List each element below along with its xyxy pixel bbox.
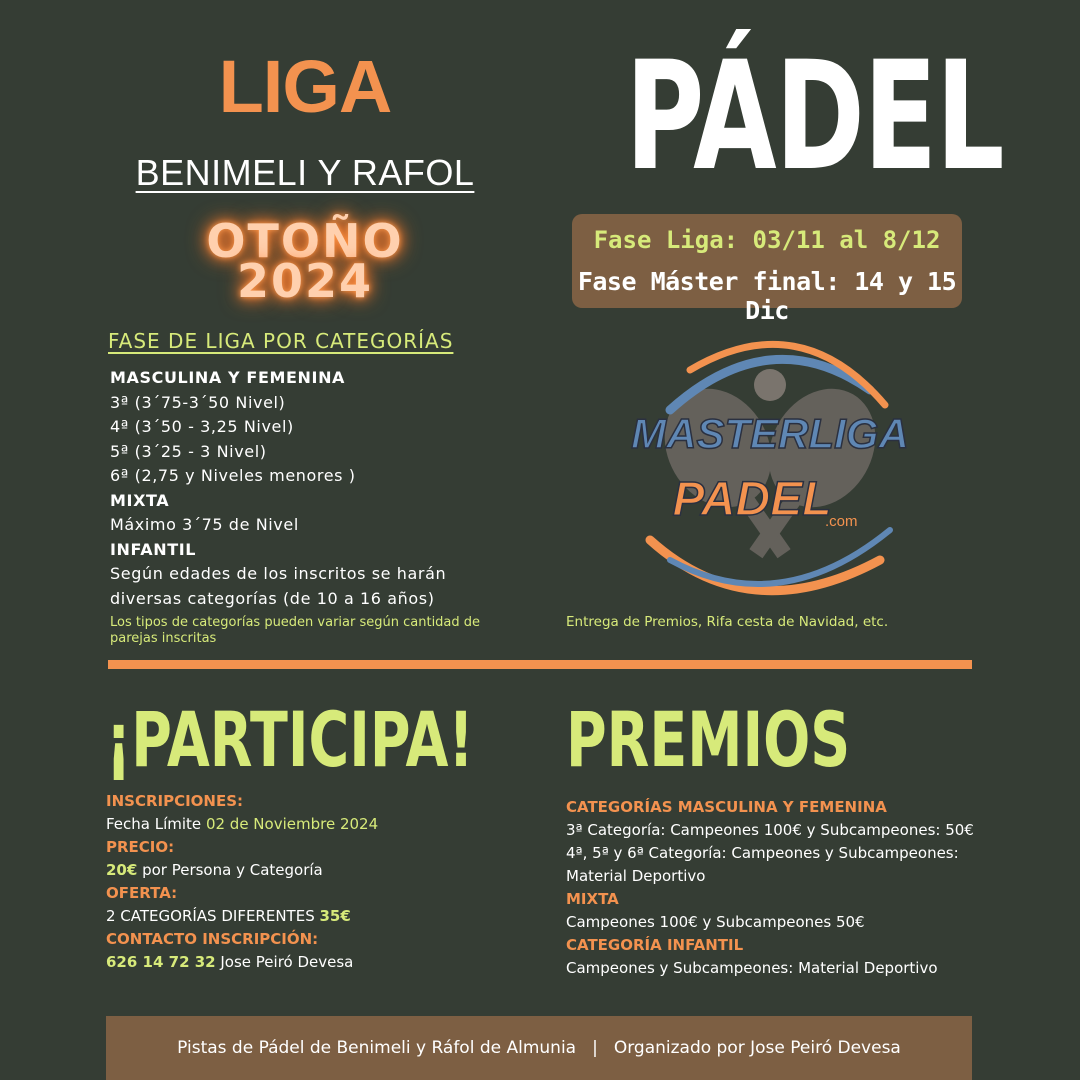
prizes-note: Entrega de Premios, Rifa cesta de Navidad, etc.: [566, 614, 889, 630]
premios-mixta-label: MIXTA: [566, 890, 619, 908]
premios-mf-line: Material Deportivo: [566, 867, 706, 885]
precio-value: 20€: [106, 861, 138, 879]
fecha-text: Fecha Límite: [106, 815, 206, 833]
precio-label: PRECIO:: [106, 838, 175, 856]
category-line: 4ª (3´50 - 3,25 Nivel): [110, 417, 294, 436]
premios-mf-line: 3ª Categoría: Campeones 100€ y Subcampeones: 50€: [566, 821, 974, 839]
categories-list: [110, 366, 530, 611]
logo-suffix: .com: [825, 513, 858, 530]
fase-liga-dates: Fase Liga: 03/11 al 8/12: [593, 226, 941, 254]
oferta-value: 35€: [319, 907, 351, 925]
category-line: 6ª (2,75 y Niveles menores ): [110, 466, 356, 485]
category-line: 3ª (3´75-3´50 Nivel): [110, 392, 286, 412]
participa-title: ¡PARTICIPA!: [106, 695, 474, 784]
inscripciones-label: INSCRIPCIONES:: [106, 792, 244, 810]
town-title: BENIMELI Y RAFOL: [135, 152, 475, 193]
premios-mixta-line: Campeones 100€ y Subcampeones 50€: [566, 913, 865, 931]
category-line: INFANTIL: [110, 539, 197, 559]
category-line: Máximo 3´75 de Nivel: [110, 515, 299, 534]
footer-venue: Pistas de Pádel de Benimeli y Ráfol de Almunia: [177, 1038, 577, 1058]
premios-mf-label: CATEGORÍAS MASCULINA Y FEMENINA: [566, 798, 887, 816]
masterliga-logo: [630, 330, 910, 610]
logo-line1: MASTERLIGA: [631, 410, 909, 457]
fase-master-dates: Fase Máster final: 14 y 15 Dic: [577, 267, 957, 325]
participa-info: [106, 790, 378, 974]
premios-infantil-label: CATEGORÍA INFANTIL: [566, 936, 744, 954]
oferta-label: OFERTA:: [106, 884, 178, 902]
logo-line2: PADEL: [672, 473, 832, 526]
contacto-phone: 626 14 72 32: [106, 953, 216, 971]
premios-mf-line: 4ª, 5ª y 6ª Categoría: Campeones y Subcampeones:: [566, 844, 959, 862]
padel-title: PÁDEL: [625, 30, 1004, 204]
categories-note: Los tipos de categorías pueden variar según cantidad de parejas inscritas: [110, 615, 481, 646]
category-line: diversas categorías (de 10 a 16 años): [110, 588, 435, 608]
fecha-value: 02 de Noviembre 2024: [205, 815, 379, 833]
season-year: 2024: [236, 254, 374, 308]
footer-bar: [106, 1016, 972, 1080]
contacto-label: CONTACTO INSCRIPCIÓN:: [106, 930, 319, 948]
premios-infantil-line: Campeones y Subcampeones: Material Deportivo: [566, 959, 938, 977]
season-name: OTOÑO: [206, 214, 404, 268]
premios-info: [566, 796, 974, 980]
oferta-text: 2 CATEGORÍAS DIFERENTES: [106, 907, 320, 925]
ball-icon: [754, 369, 786, 401]
liga-title: LIGA: [218, 45, 392, 128]
category-line: MIXTA: [110, 490, 170, 510]
category-line: MASCULINA Y FEMENINA: [110, 368, 346, 387]
premios-title: PREMIOS: [566, 695, 851, 784]
category-line: Según edades de los inscritos se harán: [110, 564, 447, 583]
categories-heading: FASE DE LIGA POR CATEGORÍAS: [108, 329, 454, 353]
precio-text: por Persona y Categoría: [137, 861, 323, 879]
contacto-name: Jose Peiró Devesa: [215, 953, 354, 971]
footer-separator: |: [592, 1038, 598, 1058]
category-line: 5ª (3´25 - 3 Nivel): [110, 441, 267, 461]
section-divider: [108, 660, 972, 669]
footer-organizer: Organizado por Jose Peiró Devesa: [613, 1038, 901, 1058]
